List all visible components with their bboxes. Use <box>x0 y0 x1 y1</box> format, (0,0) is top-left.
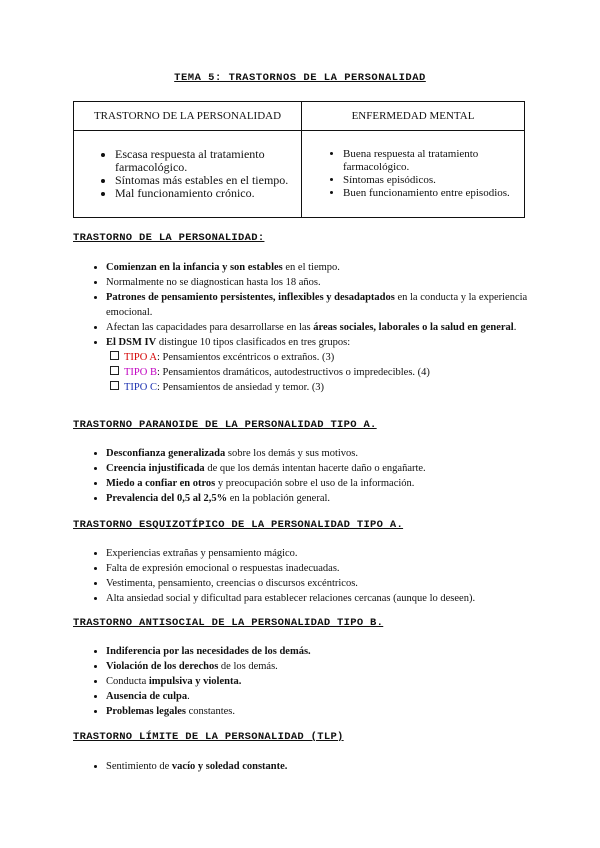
checkbox-icon <box>110 381 119 390</box>
list-item: • Afectan las capacidades para desarrollarse en las áreas sociales, laborales o la salud en general. <box>106 320 546 335</box>
list-item: • Escasa respuesta al tratamiento farmacológico. <box>115 148 294 174</box>
list-item: TIPO B: Pensamientos dramáticos, autodestructivos o impredecibles. (4) <box>110 365 546 380</box>
table-cell-mental-illness <box>302 131 525 218</box>
list-item: • Sentimiento de vacío y soledad constante. <box>106 759 546 774</box>
list-item: • Comienzan en la infancia y son estables en el tiempo. <box>106 260 546 275</box>
section-heading-borderline: TRASTORNO LÍMITE DE LA PERSONALIDAD (TLP) <box>73 731 344 743</box>
section-heading-personality: TRASTORNO DE LA PERSONALIDAD: <box>73 232 265 244</box>
checkbox-icon <box>110 366 119 375</box>
list-item: TIPO A: Pensamientos excéntricos o extraños. (3) <box>110 350 546 365</box>
list-item: • Violación de los derechos de los demás. <box>106 659 546 674</box>
list-item: • Conducta impulsiva y violenta. <box>106 674 546 689</box>
list-item: • Ausencia de culpa. <box>106 689 546 704</box>
list-item: • Patrones de pensamiento persistentes, inflexibles y desadaptados en la conducta y la experiencia emocional. <box>106 290 546 320</box>
antisocial-list <box>73 644 546 719</box>
section-heading-schizotypal: TRASTORNO ESQUIZOTÍPICO DE LA PERSONALIDAD TIPO A. <box>73 519 404 531</box>
list-item: • Mal funcionamiento crónico. <box>115 187 294 200</box>
page-title: TEMA 5: TRASTORNOS DE LA PERSONALIDAD <box>174 72 426 84</box>
list-item: • Miedo a confiar en otros y preocupación sobre el uso de la información. <box>106 476 546 491</box>
list-item: • Problemas legales constantes. <box>106 704 546 719</box>
list-item: TIPO C: Pensamientos de ansiedad y temor. (3) <box>110 380 546 395</box>
section-heading-antisocial: TRASTORNO ANTISOCIAL DE LA PERSONALIDAD TIPO B. <box>73 617 384 629</box>
list-item: • Prevalencia del 0,5 al 2,5% en la población general. <box>106 491 546 506</box>
list-item: • Normalmente no se diagnostican hasta los 18 años. <box>106 275 546 290</box>
list-item: • Alta ansiedad social y dificultad para establecer relaciones cercanas (aunque lo deseen). <box>106 591 566 606</box>
list-item: • Síntomas más estables en el tiempo. <box>115 174 294 187</box>
list-item: • Indiferencia por las necesidades de los demás. <box>106 644 546 659</box>
table-header-mental-illness: ENFERMEDAD MENTAL <box>302 102 525 131</box>
dsm-groups-list <box>106 350 546 395</box>
borderline-list <box>73 759 546 774</box>
list-item: • Buena respuesta al tratamiento farmacológico. <box>343 148 517 174</box>
table-cell-personality <box>74 131 302 218</box>
list-item: • Síntomas episódicos. <box>343 174 517 187</box>
list-item: • Experiencias extrañas y pensamiento mágico. <box>106 546 566 561</box>
paranoid-list <box>73 446 546 506</box>
list-item: • El DSM IV distingue 10 tipos clasificados en tres grupos: TIPO A: Pensamientos excéntricos o extraños. (3) TIPO B: Pensamientos dramáticos, autodestructivos o impredecibles. (4) TIPO C: Pensamientos de ansiedad y temor. (3) <box>106 335 546 395</box>
schizotypal-list <box>73 546 566 606</box>
list-item: • Buen funcionamiento entre episodios. <box>343 187 517 200</box>
list-item: • Falta de expresión emocional o respuestas inadecuadas. <box>106 561 566 576</box>
checkbox-icon <box>110 351 119 360</box>
list-item: • Desconfianza generalizada sobre los demás y sus motivos. <box>106 446 546 461</box>
list-item: • Creencia injustificada de que los demás intentan hacerte daño o engañarte. <box>106 461 546 476</box>
section-heading-paranoid: TRASTORNO PARANOIDE DE LA PERSONALIDAD TIPO A. <box>73 419 377 431</box>
personality-list <box>73 260 546 395</box>
comparison-table <box>73 101 525 218</box>
table-header-personality: TRASTORNO DE LA PERSONALIDAD <box>74 102 302 131</box>
list-item: • Vestimenta, pensamiento, creencias o discursos excéntricos. <box>106 576 566 591</box>
